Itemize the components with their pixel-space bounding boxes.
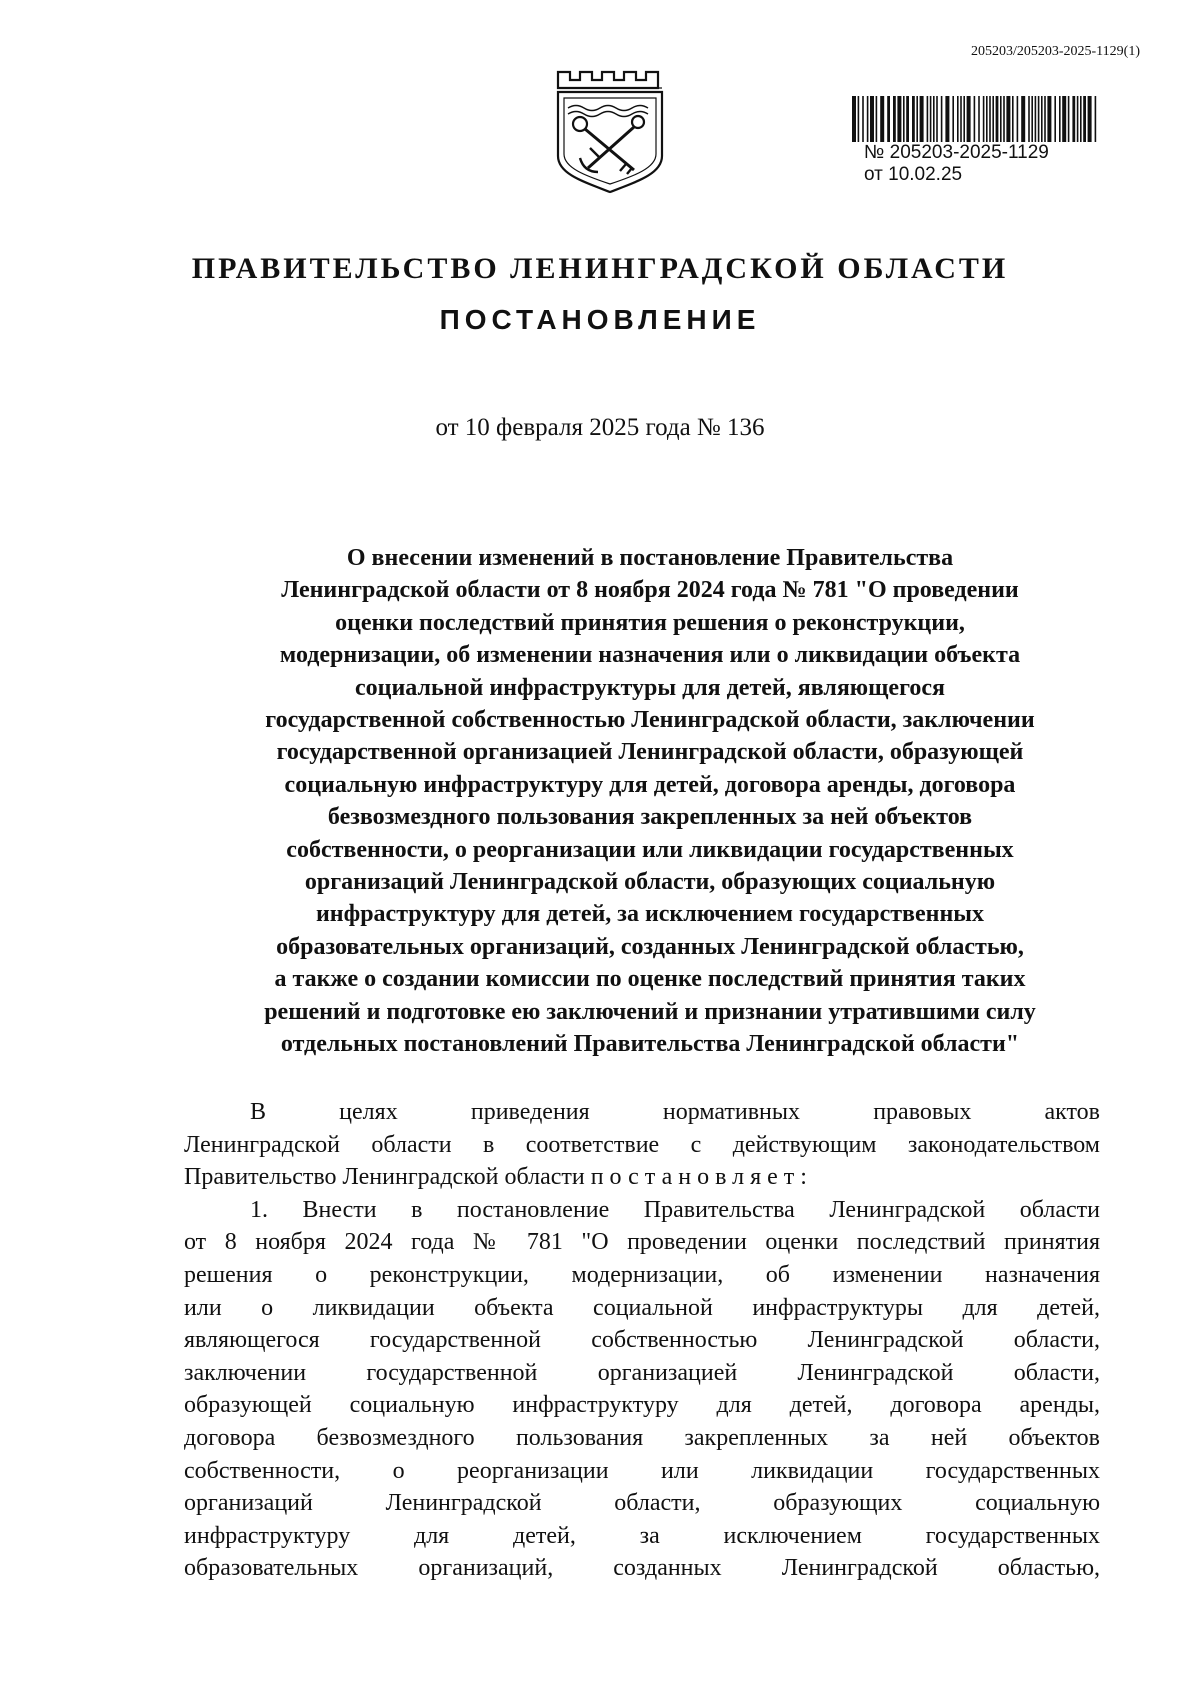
barcode-bar <box>1044 96 1046 142</box>
subject-line: социальную инфраструктуру для детей, договора аренды, договора <box>284 771 1016 798</box>
item-line: организаций Ленинградской области, образующих социальную <box>184 1490 1100 1517</box>
barcode-bar <box>1000 96 1002 142</box>
item-line: собственности, о реорганизации или ликвидации государственных <box>184 1457 1100 1484</box>
barcode-bar <box>992 96 994 142</box>
resolves-word: постановляет: <box>590 1164 813 1191</box>
barcode-bar <box>1047 96 1051 142</box>
barcode-bar <box>967 96 971 142</box>
barcode-bar <box>893 96 896 142</box>
item-line: решения о реконструкции, модернизации, об изменении назначения <box>184 1261 1100 1288</box>
barcode-bar <box>852 96 856 142</box>
government-name: Правительство Ленинградской области <box>184 1164 585 1191</box>
barcode-bar <box>897 96 901 142</box>
item-line: образовательных организаций, созданных Ленинградской областью, <box>184 1555 1100 1582</box>
barcode-bar <box>858 96 860 142</box>
barcode-bar <box>996 96 999 142</box>
barcode-bar <box>1088 96 1092 142</box>
item-line: являющегося государственной собственностью Ленинградской области, <box>184 1327 1100 1354</box>
barcode-bar <box>1054 96 1056 142</box>
body-text <box>184 1096 1100 1585</box>
barcode-bar <box>920 96 924 142</box>
document-subject <box>180 542 1120 1061</box>
document-id: 205203/205203-2025-1129(1) <box>970 44 1140 59</box>
barcode-bar <box>1012 96 1014 142</box>
barcode-bar <box>903 96 905 142</box>
barcode-bar <box>1068 96 1070 142</box>
barcode-bar <box>974 96 976 142</box>
barcode-bar <box>1095 96 1097 142</box>
barcode-bar <box>1021 96 1025 142</box>
barcode-bar <box>930 96 932 142</box>
subject-line: модернизации, об изменении назначения или о ликвидации объекта <box>279 642 1021 669</box>
barcode-bar <box>862 96 864 142</box>
barcode-bar <box>1006 96 1010 142</box>
barcode-bar <box>1038 96 1040 142</box>
barcode-bar <box>986 96 988 142</box>
item-line: 1. Внести в постановление Правительства Ленинградской области <box>250 1196 1100 1223</box>
registration-date: от 10.02.25 <box>864 164 963 185</box>
barcode-bar <box>989 96 991 142</box>
barcode-bar <box>1041 96 1043 142</box>
barcode-bar <box>978 96 980 142</box>
barcode-bar <box>870 96 874 142</box>
barcode-bar <box>941 96 943 142</box>
barcode-bar <box>880 96 884 142</box>
subject-line: образовательных организаций, созданных Ленинградской областью, <box>276 933 1024 960</box>
subject-line: безвозмездного пользования закрепленных за ней объектов <box>327 804 973 831</box>
barcode-bar <box>912 96 915 142</box>
preamble-line: Ленинградской области в соответствие с действующим законодательством <box>184 1131 1100 1158</box>
subject-line: оценки последствий принятия решения о реконструкции, <box>335 609 965 636</box>
coat-of-arms-icon <box>550 64 670 196</box>
subject-line: Ленинградской области от 8 ноября 2024 года № 781 "О проведении <box>281 577 1019 604</box>
barcode-bar <box>963 96 965 142</box>
subject-line: инфраструктуру для детей, за исключением государственных <box>315 901 985 928</box>
subject-line: социальной инфраструктуры для детей, являющегося <box>354 674 945 701</box>
barcode-bar <box>945 96 949 142</box>
subject-line: государственной организацией Ленинградской области, образующей <box>276 739 1024 766</box>
preamble-line <box>184 1161 1100 1194</box>
barcode-bar <box>1028 96 1030 142</box>
preamble-line: В целях приведения нормативных правовых актов <box>250 1099 1100 1125</box>
barcode-bar <box>1035 96 1037 142</box>
barcode-bar <box>906 96 909 142</box>
subject-line: государственной собственностью Ленинградской области, заключении <box>265 707 1035 734</box>
item-line: или о ликвидации объекта социальной инфраструктуры для детей, <box>184 1294 1100 1321</box>
barcode-bar <box>1017 96 1019 142</box>
barcode-bar <box>1083 96 1086 142</box>
barcode-bar <box>876 96 878 142</box>
item-line: инфраструктуру для детей, за исключением государственных <box>184 1522 1100 1549</box>
registration-block <box>850 96 1100 186</box>
barcode-bar <box>983 96 985 142</box>
barcode-bar <box>933 96 935 142</box>
barcode-bar <box>1059 96 1061 142</box>
barcode-bar <box>1062 96 1066 142</box>
document-date-number: от 10 февраля 2025 года № 136 <box>435 414 765 441</box>
government-title: ПРАВИТЕЛЬСТВО ЛЕНИНГРАДСКОЙ ОБЛАСТИ <box>191 252 1009 285</box>
barcode-bar <box>1072 96 1075 142</box>
barcode-bar <box>887 96 890 142</box>
document-type-title: ПОСТАНОВЛЕНИЕ <box>439 304 761 335</box>
barcode-bar <box>1031 96 1033 142</box>
subject-line: организаций Ленинградской области, образующих социальную <box>304 869 996 896</box>
barcode-bar <box>1080 96 1082 142</box>
subject-line: собственности, о реорганизации или ликвидации государственных <box>286 836 1014 863</box>
item-line: договора безвозмездного пользования закрепленных за ней объектов <box>184 1424 1100 1451</box>
barcode-bar <box>960 96 962 142</box>
subject-line: О внесении изменений в постановление Правительства <box>346 545 954 571</box>
barcode-bar <box>957 96 959 142</box>
barcode-bar <box>916 96 918 142</box>
registration-number: № 205203-2025-1129 <box>864 142 1049 163</box>
subject-line: а также о создании комиссии по оценке последствий принятия таких <box>274 966 1026 993</box>
barcode-bar <box>936 96 938 142</box>
item-line: образующей социальную инфраструктуру для детей, договора аренды, <box>184 1392 1100 1419</box>
barcode-bar <box>1077 96 1079 142</box>
item-line: от 8 ноября 2024 года № 781 "О проведении оценки последствий принятия <box>184 1229 1100 1256</box>
item-line: заключении государственной организацией Ленинградской области, <box>184 1359 1100 1386</box>
barcode-bar <box>867 96 869 142</box>
barcode <box>850 96 1100 142</box>
barcode-bar <box>952 96 954 142</box>
barcode-bar <box>1003 96 1005 142</box>
subject-line: решений и подготовке ею заключений и признании утратившими силу <box>264 998 1036 1025</box>
barcode-bar <box>927 96 929 142</box>
subject-line: отдельных постановлений Правительства Ленинградской области" <box>280 1031 1020 1058</box>
